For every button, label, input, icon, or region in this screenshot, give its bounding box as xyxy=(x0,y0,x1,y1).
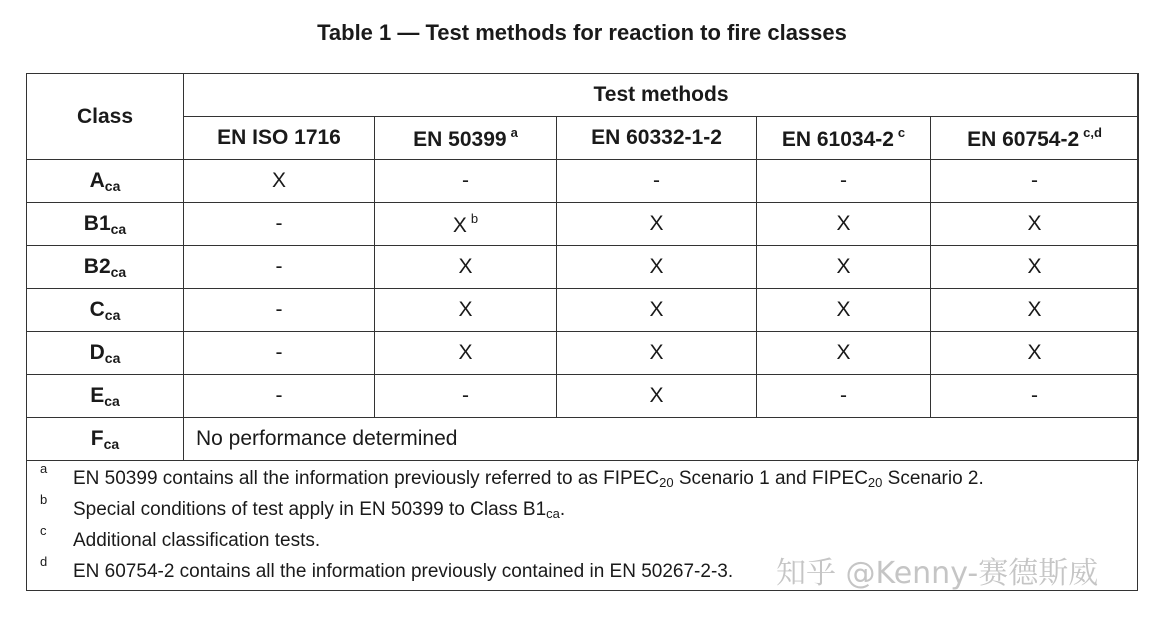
table-row xyxy=(27,203,1139,246)
footnote-ref: a xyxy=(510,124,518,140)
footnote xyxy=(26,459,1138,490)
watermark: 知乎 @Kenny-赛德斯威 xyxy=(776,556,1099,591)
table-cell: - xyxy=(375,160,557,203)
table-cell: X xyxy=(557,332,757,375)
table-cell: X xyxy=(757,246,931,289)
table-cell: - xyxy=(557,160,757,203)
table-row xyxy=(27,246,1139,289)
footnote-ref: c xyxy=(897,124,906,140)
footnote-text: Additional classification tests. xyxy=(73,530,321,551)
table-row xyxy=(27,418,1139,461)
class-header: Class xyxy=(27,74,184,160)
footnote-text: Special conditions of test apply in EN 50399 to Class $B1_{ca}$. xyxy=(73,499,566,521)
table-cell: X xyxy=(931,289,1139,332)
footnote-ref: b xyxy=(470,210,479,226)
table-cell: - xyxy=(757,375,931,418)
table-cell: - xyxy=(931,375,1139,418)
table-title: Table 1 — Test methods for reaction to fire classes xyxy=(317,20,847,45)
table-cell: X xyxy=(931,246,1139,289)
table-cell: - xyxy=(184,375,375,418)
footnote-mark: b xyxy=(40,492,48,507)
footnote-ref: c,d xyxy=(1083,124,1102,140)
class-cell: $E_{ca}$ xyxy=(27,375,184,418)
footnote-mark: a xyxy=(40,461,48,476)
table-cell: X xyxy=(557,375,757,418)
table-cell: - xyxy=(184,332,375,375)
class-cell: $B1_{ca}$ xyxy=(27,203,184,246)
class-cell: $A_{ca}$ xyxy=(27,160,184,203)
method-header: EN 60332-1-2 xyxy=(557,117,757,160)
test-methods-header: Test methods xyxy=(184,74,1139,117)
method-header: EN 60754-2 $^{c,d}$ xyxy=(931,117,1139,160)
table-cell: X xyxy=(757,289,931,332)
table-cell: - xyxy=(184,246,375,289)
footnote-mark: c xyxy=(40,523,47,538)
table-cell: - xyxy=(931,160,1139,203)
table-cell: - xyxy=(184,289,375,332)
class-cell: $B2_{ca}$ xyxy=(27,246,184,289)
table-cell: - xyxy=(757,160,931,203)
class-cell: $F_{ca}$ xyxy=(27,418,184,461)
no-performance-cell: No performance determined xyxy=(184,418,1139,461)
method-header: EN ISO 1716 xyxy=(184,117,375,160)
footnote-mark: d xyxy=(40,554,48,569)
table-cell: X xyxy=(931,332,1139,375)
footnote xyxy=(26,490,1138,521)
table-cell: X xyxy=(557,203,757,246)
footnote-text: EN 60754-2 contains all the information previously contained in EN 50267-2-3. xyxy=(73,561,734,582)
table-cell: X xyxy=(375,332,557,375)
table-cell: X xyxy=(184,160,375,203)
table-cell: X xyxy=(757,203,931,246)
method-header: EN 61034-2 $^c$ xyxy=(757,117,931,160)
table-row xyxy=(27,332,1139,375)
class-cell: $D_{ca}$ xyxy=(27,332,184,375)
table-row xyxy=(27,289,1139,332)
table-cell: X $^b$ xyxy=(375,203,557,246)
table-cell: X xyxy=(375,289,557,332)
table-cell: - xyxy=(184,203,375,246)
fire-class-table xyxy=(26,73,1139,461)
footnote-text: EN 50399 contains all the information previously referred to as $FIPEC_{20}$ Scenario 1 and $FIPEC_{20}$ Scenario 2. xyxy=(73,468,984,490)
class-cell: $C_{ca}$ xyxy=(27,289,184,332)
table-cell: - xyxy=(375,375,557,418)
table-cell: X xyxy=(931,203,1139,246)
method-header: EN 50399 $^a$ xyxy=(375,117,557,160)
table-row xyxy=(27,160,1139,203)
table-cell: X xyxy=(557,246,757,289)
table-row xyxy=(27,375,1139,418)
table-cell: X xyxy=(557,289,757,332)
table-cell: X xyxy=(757,332,931,375)
table-cell: X xyxy=(375,246,557,289)
